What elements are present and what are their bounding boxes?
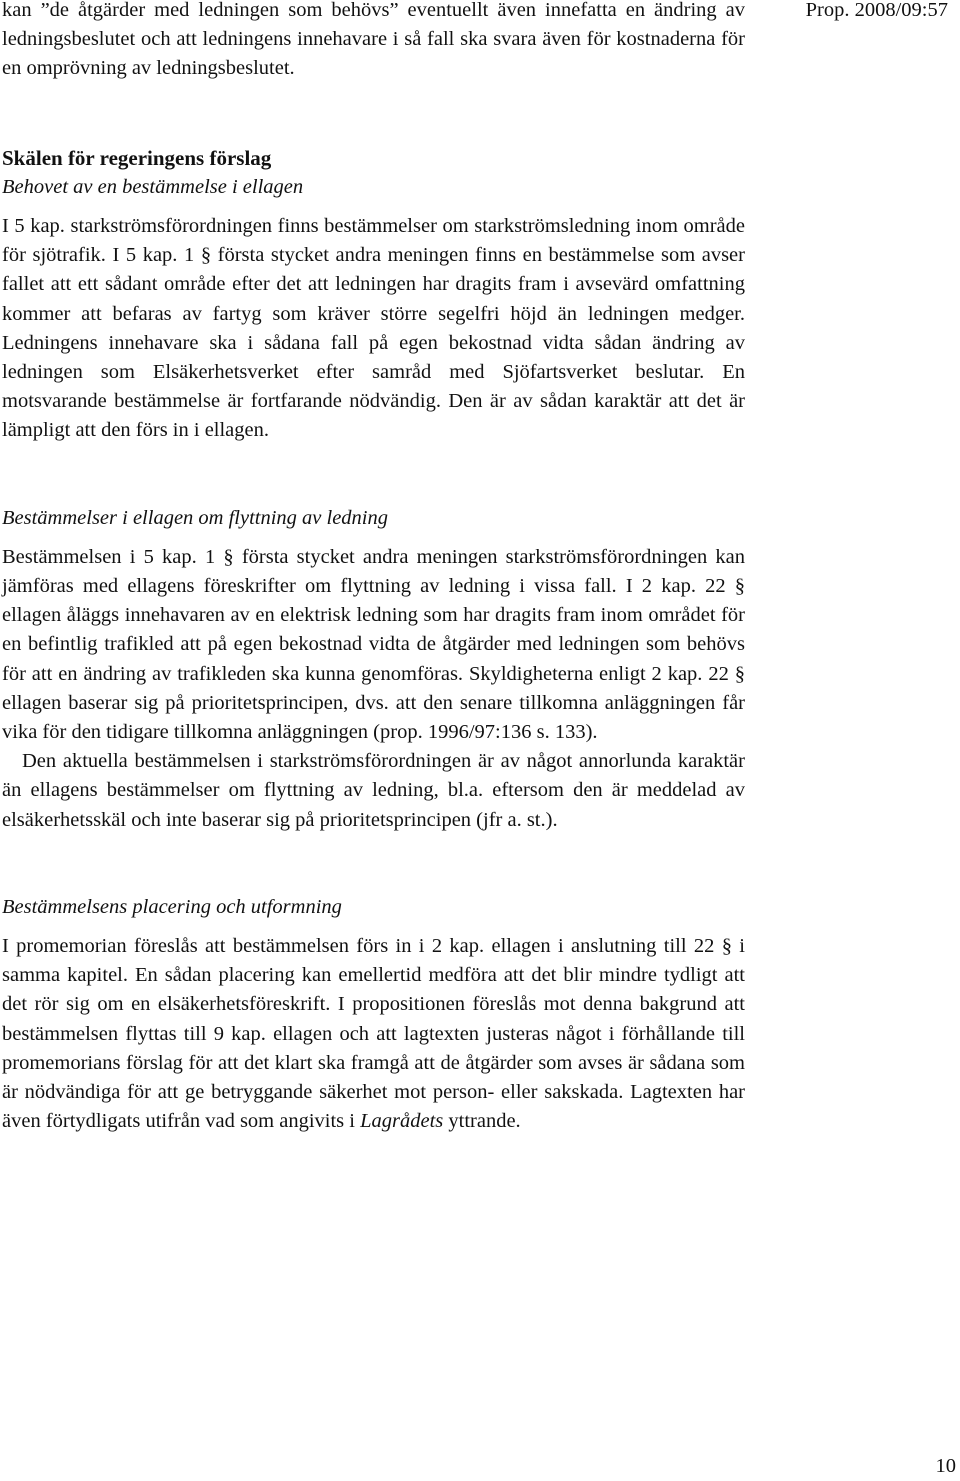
text-column: [2, 0, 745, 1137]
paragraph-flyttning-2: Den aktuella bestämmelsen i starkströmsförordningen är av något annorlunda karaktär än ellagens bestämmelser om flyttning av ledning, bl.a. eftersom den är meddelad av elsäkerhetsskäl och inte baserar sig på prioritetsprincipen (jfr a. st.).: [2, 750, 745, 831]
section-heading: Skälen för regeringens förslag: [2, 145, 272, 170]
opening-paragraph: kan ”de åtgärder med ledningen som behövs” eventuellt även innefatta en ändring av ledningsbeslutet och att ledningens innehavare i så fall ska svara även för kostnaderna för en omprövning av ledningsbeslutet.: [2, 0, 745, 80]
paragraph-placering-end: yttrande.: [443, 1110, 521, 1133]
running-head: Prop. 2008/09:57: [805, 0, 948, 21]
page-number: 10: [935, 1454, 956, 1477]
paragraph-behovet: I 5 kap. starkströmsförordningen finns bestämmelser om starkströmsledning inom område för sjötrafik. I 5 kap. 1 § första stycket andra meningen finns en bestämmelse som avser fallet att ett sådant område efter det att ledningen har dragits fram i avsevärd omfattning kommer att befaras av fartyg som kräver större segelfri höjd än ledningen medger. Ledningens innehavare ska i sådana fall på egen bekostnad vidta sådan ändring av ledningen som Elsäkerhetsverket efter samråd med Sjöfartsverket beslutar. En motsvarande bestämmelse är fortfarande nödvändig. Den är av sådan karaktär att det är lämpligt att den förs in i ellagen.: [2, 215, 745, 442]
subheading-behovet: Behovet av en bestämmelse i ellagen: [2, 175, 304, 198]
paragraph-placering-italic: Lagrådets: [360, 1110, 444, 1133]
paragraph-placering-start: I promemorian föreslås att bestämmelsen förs in i 2 kap. ellagen i anslutning till 22 § i samma kapitel. En sådan placering kan emellertid medföra att det blir mindre tydligt att det rör sig om en elsäkerhetsföreskrift. I propositionen föreslås mot denna bakgrund att bestämmelsen flyttas till 9 kap. ellagen och att lagtexten justeras något i förhållande till promemorians förslag för att det klart ska framgå att de åtgärder som avses är sådana som är nödvändiga för att ge betryggande säkerhet mot person- eller sakskada. Lagtexten har även förtydligats utifrån vad som angivits i: [2, 935, 745, 1133]
paragraph-placering: [2, 932, 745, 1136]
subheading-flyttning: Bestämmelser i ellagen om flyttning av ledning: [2, 506, 389, 529]
paragraph-flyttning-1: Bestämmelsen i 5 kap. 1 § första stycket andra meningen starkströmsförordningen kan jämföras med ellagens föreskrifter om flyttning av ledning i vissa fall. I 2 kap. 22 § ellagen åläggs innehavaren av en elektrisk ledning som har dragits fram inom området för en befintlig trafikled att på egen bekostnad vidta de åtgärder med ledningen som behövs för att en ändring av trafikleden ska kunna genomföras. Skyldigheterna enligt 2 kap. 22 § ellagen baserar sig på prioritetsprincipen, dvs. att den senare tillkomna anläggningen får vika för den tidigare tillkomna anläggningen (prop. 1996/97:136 s. 133).: [2, 545, 745, 744]
subheading-placering: Bestämmelsens placering och utformning: [2, 895, 342, 918]
